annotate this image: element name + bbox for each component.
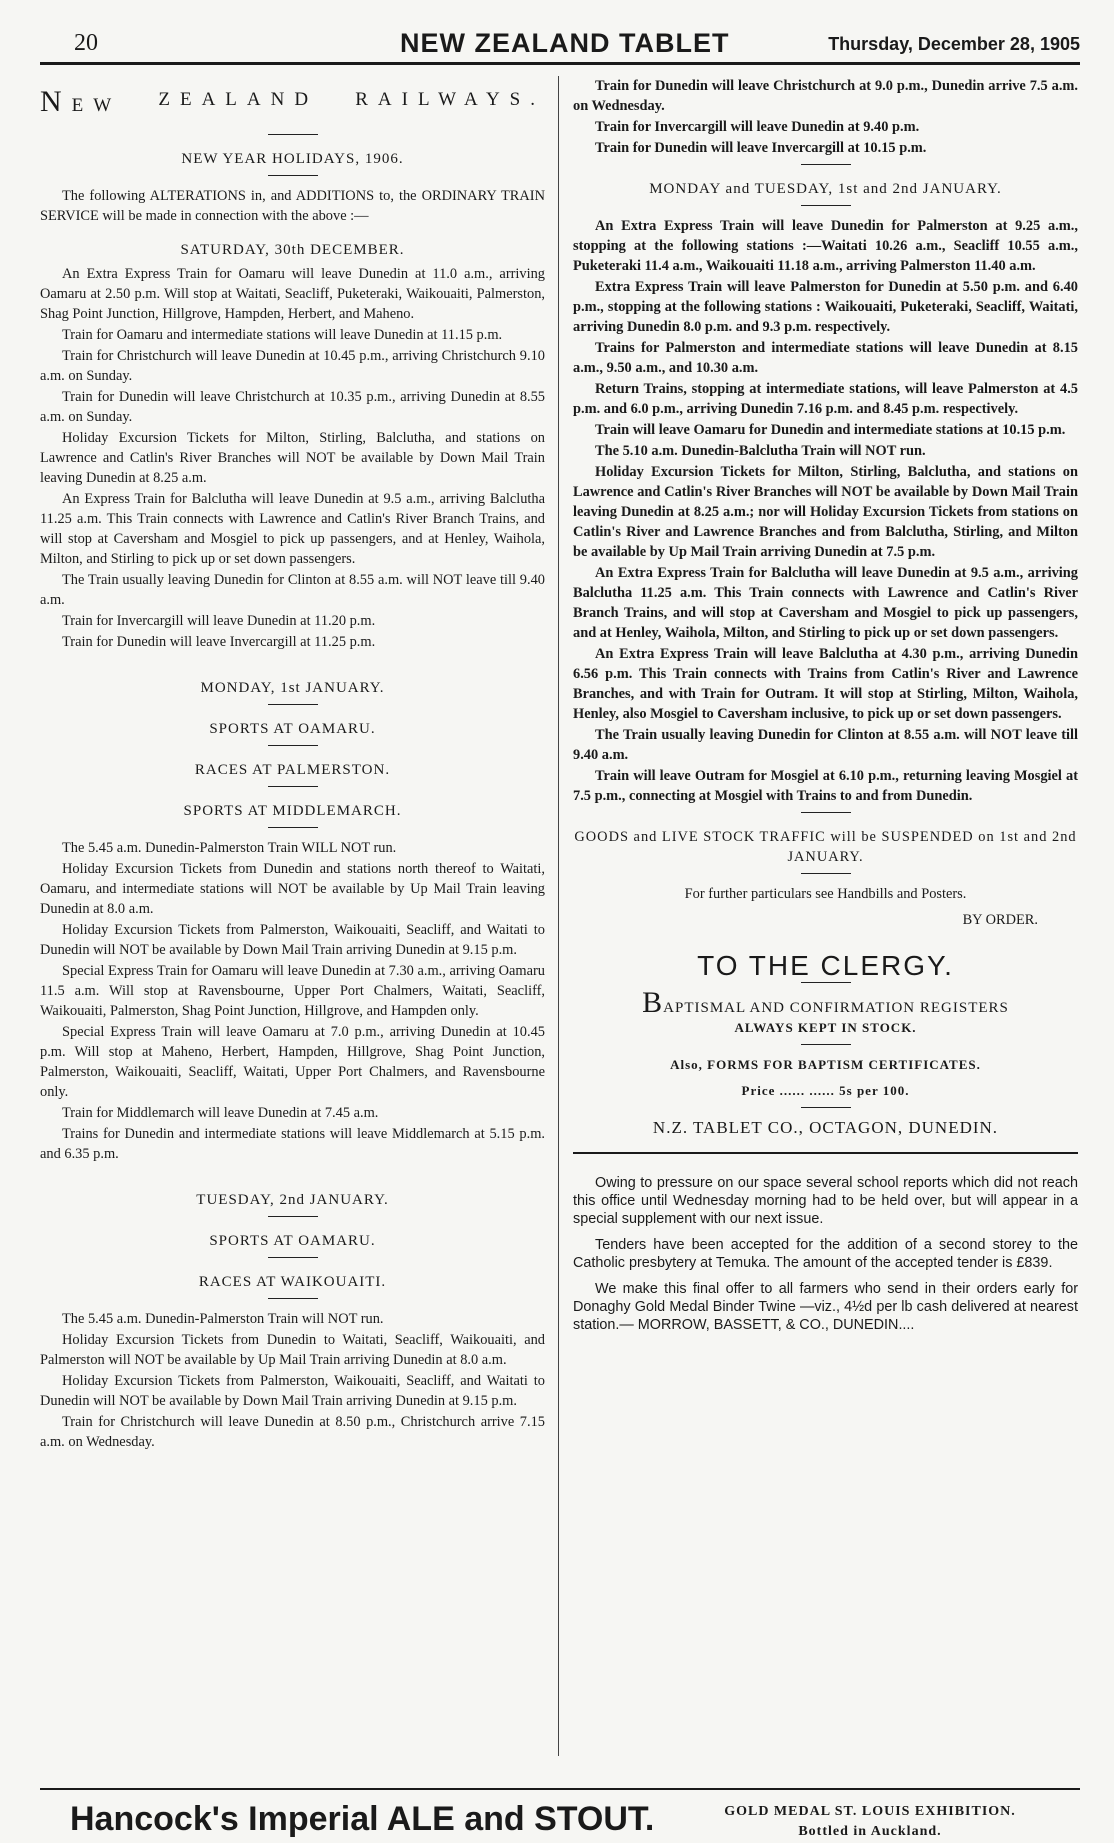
paragraph: Train for Dunedin will leave Christchurch at 10.35 p.m., arriving Dunedin at 8.55 a.m. on Sunday. <box>40 389 545 425</box>
paragraph: Train for Christchurch will leave Dunedin at 8.50 p.m., Christchurch arrive 7.15 a.m. on Wednesday. <box>40 1414 545 1450</box>
section-heading: SATURDAY, 30th DECEMBER. <box>180 242 405 258</box>
ale-advertisement: Hancock's Imperial ALE and STOUT. <box>70 1800 655 1838</box>
heading-initial: N <box>40 85 72 118</box>
section-rule <box>573 1152 1078 1154</box>
divider <box>268 1298 318 1299</box>
clergy-heading: TO THE CLERGY. <box>697 950 954 981</box>
section-heading: RACES AT PALMERSTON. <box>194 762 391 778</box>
section-heading: SPORTS AT OAMARU. <box>209 1233 376 1249</box>
paragraph: The 5.10 a.m. Dunedin-Balclutha Train will NOT run. <box>595 443 926 459</box>
footer <box>40 1800 1080 1843</box>
paragraph: Special Express Train will leave Oamaru at 7.0 p.m., arriving Dunedin at 10.45 p.m. Will stop at Maheno, Herbert, Hampden, Hillgrove, Shag Point Junction, Palmerston, Waikouaiti, Seacliff, Waitati, Upper Port Chalmers, and Ravensbourne only. <box>40 1024 545 1100</box>
paragraph: An Extra Express Train will leave Dunedin for Palmerston at 9.25 a.m., stopping at the following stations :—Waitati 10.26 a.m., Seacliff 10.55 a.m., Puketeraki 11.4 a.m., Waikouaiti 11.18 a.m., arriving Palmerston 11.40 a.m. <box>573 218 1078 274</box>
divider <box>801 205 851 206</box>
footer-rule <box>40 1788 1080 1790</box>
heading-word: RAILWAYS. <box>355 89 545 110</box>
paragraph: Holiday Excursion Tickets for Milton, Stirling, Balclutha, and stations on Lawrence and Catlin's River Branches will NOT be available by Down Mail Train leaving Dunedin at 8.25 a.m.; nor will Holiday Excursion Tickets from stations on Catlin's River and Lawrence Branches and from Balclutha, Stirling, and Milton be available by Up Mail Train arriving Dunedin at 7.5 p.m. <box>573 464 1078 560</box>
paragraph: Train will leave Outram for Mosgiel at 6.10 p.m., returning leaving Mosgiel at 7.5 p.m., connecting at Mosgiel with Trains to and from Dunedin. <box>573 768 1078 804</box>
paragraph: Holiday Excursion Tickets from Dunedin to Waitati, Seacliff, Waikouaiti, and Palmerston will NOT be available by Up Mail Train arriving Dunedin at 8.0 a.m. <box>40 1332 545 1368</box>
registers-heading <box>573 986 1078 1019</box>
paragraph: The Train usually leaving Dunedin for Clinton at 8.55 a.m. will NOT leave till 9.40 a.m. <box>573 727 1078 763</box>
divider <box>268 1216 318 1217</box>
paragraph: Holiday Excursion Tickets from Dunedin and stations north thereof to Waitati, Oamaru, and intermediate stations will NOT be available by Up Mail Train leaving Dunedin at 8.0 a.m. <box>40 861 545 917</box>
divider <box>268 1257 318 1258</box>
section-heading: SPORTS AT MIDDLEMARCH. <box>183 803 402 819</box>
divider <box>268 745 318 746</box>
paragraph: Extra Express Train will leave Palmerston for Dunedin at 5.50 p.m. and 6.40 p.m., stopping at the following stations : Waikouaiti, Puketeraki, Seacliff, Waitati, arriving Dunedin 8.0 p.m. and 9.3 p.m. respectively. <box>573 279 1078 335</box>
paragraph: Train for Dunedin will leave Invercargill at 11.25 p.m. <box>62 634 376 650</box>
paragraph: The 5.45 a.m. Dunedin-Palmerston Train will NOT run. <box>62 1311 384 1327</box>
further-particulars: For further particulars see Handbills and Posters. <box>684 886 967 902</box>
paragraph: An Extra Express Train will leave Balclutha at 4.30 p.m., arriving Dunedin 6.56 p.m. This Train connects with Trains from Catlin's River and Lawrence Branches, and with Train for Outram. It will stop at Stirling, Milton, Waihola, Henley, also Mosgiel to Caversham inclusive, to pick up or set down passengers. <box>573 646 1078 722</box>
subheading: NEW YEAR HOLIDAYS, 1906. <box>181 151 404 167</box>
paragraph: Holiday Excursion Tickets from Palmerston, Waikouaiti, Seacliff, and Waitati to Dunedin will NOT be available by Down Mail Train arriving Dunedin at 9.15 p.m. <box>40 1373 545 1409</box>
paragraph: The 5.45 a.m. Dunedin-Palmerston Train WILL NOT run. <box>62 840 397 856</box>
section-heading: TUESDAY, 2nd JANUARY. <box>196 1192 389 1208</box>
goods-notice: GOODS and LIVE STOCK TRAFFIC will be SUSPENDED on 1st and 2nd JANUARY. <box>574 829 1077 865</box>
tablet-company: N.Z. TABLET CO., OCTAGON, DUNEDIN. <box>652 1118 999 1137</box>
divider <box>268 827 318 828</box>
divider <box>801 982 851 983</box>
masthead <box>40 26 1080 65</box>
paragraph: Train for Christchurch will leave Dunedin at 10.45 p.m., arriving Christchurch 9.10 a.m. on Sunday. <box>40 348 545 384</box>
paragraph: The Train usually leaving Dunedin for Clinton at 8.55 a.m. will NOT leave till 9.40 a.m. <box>40 572 545 608</box>
paragraph: Tenders have been accepted for the addition of a second storey to the Catholic presbytery at Temuka. The amount of the accepted tender is £839. <box>573 1237 1078 1271</box>
right-column <box>573 76 1078 1342</box>
paragraph: Special Express Train for Oamaru will leave Dunedin at 7.30 a.m., arriving Oamaru 11.5 a.m. Will stop at Ravensbourne, Upper Port Chalmers, Waitati, Seacliff, Waikouaiti, Palmerston, Shag Point Junction, Hillgrove, and Hampden only. <box>40 963 545 1019</box>
paragraph: Train for Invercargill will leave Dunedin at 9.40 p.m. <box>595 119 920 135</box>
paragraph: An Extra Express Train for Oamaru will leave Dunedin at 11.0 a.m., arriving Oamaru at 2.50 p.m. Will stop at Waitati, Seacliff, Puketeraki, Waikouaiti, Palmerston, Shag Point Junction, Hillgrove, Hampden, Herbert, and Maheno. <box>40 266 545 322</box>
paragraph: The following ALTERATIONS in, and ADDITIONS to, the ORDINARY TRAIN SERVICE will be made in connection with the above :— <box>40 188 545 224</box>
bottled-line: Bottled in Auckland. <box>798 1824 942 1839</box>
divider <box>268 786 318 787</box>
paragraph: We make this final offer to all farmers who send in their orders early for Donaghy Gold Medal Binder Twine —viz., 4½d per lb cash delivered at nearest station.— MORROW, BASSETT, & CO., DUNEDIN.... <box>573 1281 1078 1333</box>
by-order: BY ORDER. <box>962 912 1038 928</box>
left-column <box>40 76 545 1453</box>
paragraph: Trains for Palmerston and intermediate stations will leave Dunedin at 8.15 a.m., 9.50 a.m., and 10.30 a.m. <box>573 340 1078 376</box>
heading-word: ZEALAND <box>158 89 319 110</box>
heading-part: EW <box>71 95 122 116</box>
paragraph: Train will leave Oamaru for Dunedin and intermediate stations at 10.15 p.m. <box>595 422 1066 438</box>
divider <box>801 164 851 165</box>
paragraph: Train for Oamaru and intermediate stations will leave Dunedin at 11.15 p.m. <box>62 327 503 343</box>
paragraph: Owing to pressure on our space several school reports which did not reach this office until Wednesday morning had to be held over, but will appear in a special supplement with our next issue. <box>573 1175 1078 1227</box>
section-heading: MONDAY, 1st JANUARY. <box>200 680 385 696</box>
gold-medal-line: GOLD MEDAL ST. LOUIS EXHIBITION. <box>724 1804 1016 1819</box>
paragraph: Holiday Excursion Tickets from Palmerston, Waikouaiti, Seacliff, and Waitati to Dunedin will NOT be available by Down Mail Train arriving Dunedin at 9.15 p.m. <box>40 922 545 958</box>
divider <box>268 704 318 705</box>
section-heading: SPORTS AT OAMARU. <box>209 721 376 737</box>
newspaper-title: NEW ZEALAND TABLET <box>400 28 730 58</box>
paragraph: Train for Invercargill will leave Dunedin at 11.20 p.m. <box>62 613 376 629</box>
divider <box>268 134 318 135</box>
paragraph: An Extra Express Train for Balclutha will leave Dunedin at 9.5 a.m., arriving Balclutha 11.25 a.m. This Train connects with Lawrence and Catlin's River Branch Trains, and will stop at Caversham and Mosgiel to pick up passengers, and at Henley, Waihola, Milton, and Stirling to pick up or set down passengers. <box>573 565 1078 641</box>
paragraph: Trains for Dunedin and intermediate stations will leave Middlemarch at 5.15 p.m. and 6.35 p.m. <box>40 1126 545 1162</box>
gold-medal-notice <box>700 1802 1040 1842</box>
section-heading: MONDAY and TUESDAY, 1st and 2nd JANUARY. <box>649 181 1002 197</box>
paragraph: Train for Dunedin will leave Christchurch at 9.0 p.m., Dunedin arrive 7.5 a.m. on Wednesday. <box>573 78 1078 114</box>
page-number: 20 <box>74 30 98 56</box>
forms-line: Also, FORMS FOR BAPTISM CERTIFICATES. <box>670 1057 981 1072</box>
divider <box>801 1107 851 1108</box>
price-line: Price ...... ...... 5s per 100. <box>741 1083 910 1098</box>
divider <box>801 873 851 874</box>
notices <box>573 1174 1078 1334</box>
paragraph: Holiday Excursion Tickets for Milton, Stirling, Balclutha, and stations on Lawrence and Catlin's River Branches will NOT be available by Down Mail Train leaving Dunedin at 8.25 a.m. <box>40 430 545 486</box>
issue-date: Thursday, December 28, 1905 <box>828 34 1080 54</box>
paragraph: An Express Train for Balclutha will leave Dunedin at 9.5 a.m., arriving Balclutha 11.25 a.m. This Train connects with Lawrence and Catlin's River Branch Trains, and will stop at Caversham and Mosgiel to pick up passengers, and at Henley, Waihola, Milton, and Stirling to pick up or set down passengers. <box>40 491 545 567</box>
column-divider <box>558 76 559 1756</box>
paragraph: Return Trains, stopping at intermediate stations, will leave Palmerston at 4.5 p.m. and 6.0 p.m., arriving Dunedin 7.16 p.m. and 8.45 p.m. respectively. <box>573 381 1078 417</box>
paragraph: Train for Middlemarch will leave Dunedin at 7.45 a.m. <box>62 1105 379 1121</box>
railways-heading <box>40 85 545 118</box>
section-heading: RACES AT WAIKOUAITI. <box>198 1274 387 1290</box>
registers-initial: B <box>642 986 664 1019</box>
registers-title: APTISMAL AND CONFIRMATION REGISTERS <box>663 1000 1009 1016</box>
paragraph: Train for Dunedin will leave Invercargill at 10.15 p.m. <box>595 140 927 156</box>
divider <box>801 812 851 813</box>
always-in-stock: ALWAYS KEPT IN STOCK. <box>734 1020 917 1035</box>
divider <box>268 175 318 176</box>
divider <box>801 1044 851 1045</box>
